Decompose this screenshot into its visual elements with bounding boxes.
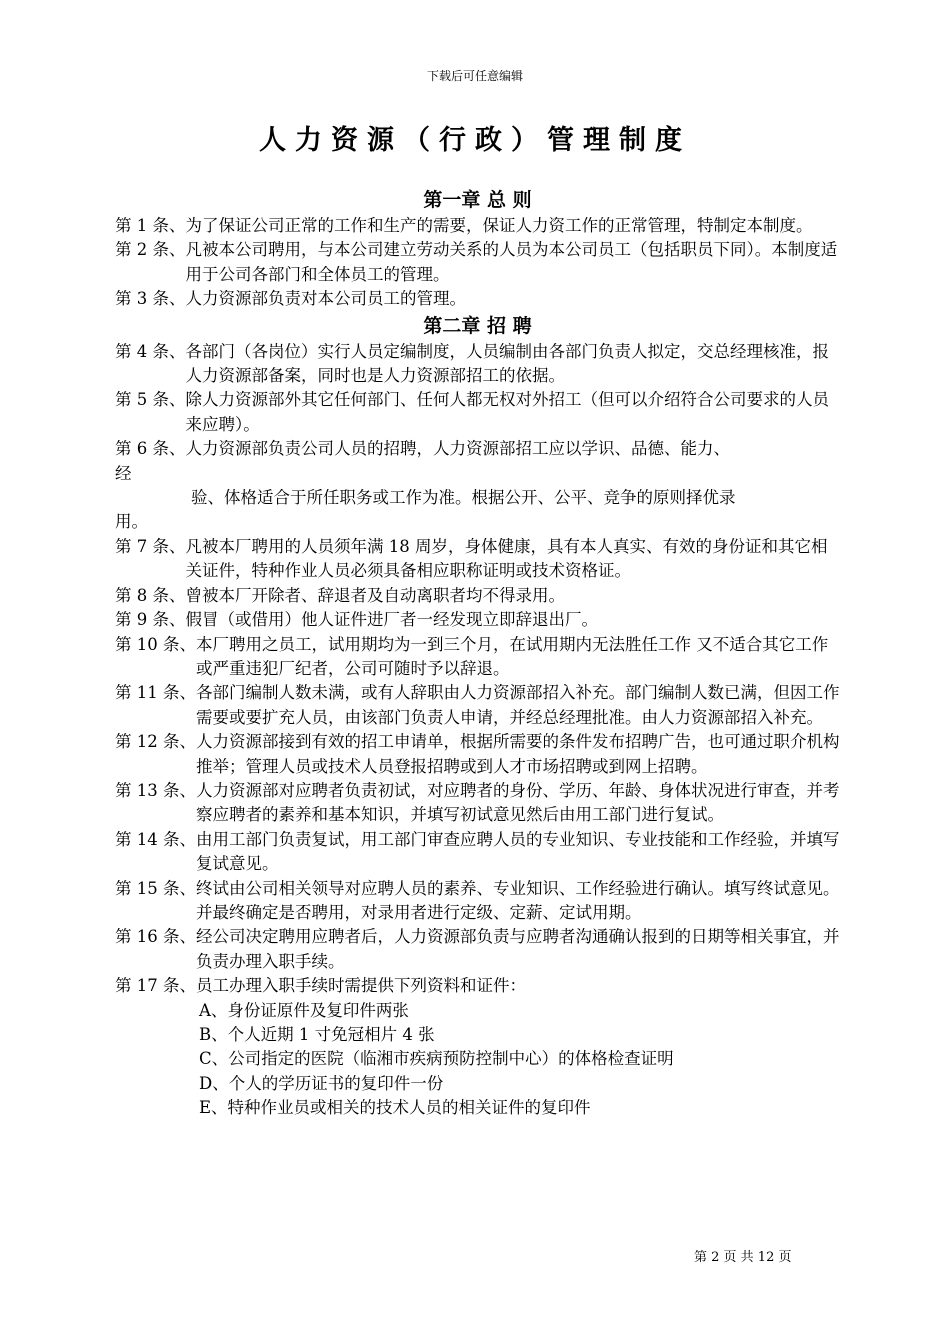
article-number: 第 7 条、 bbox=[115, 536, 186, 556]
list-item: B、个人近期 1 寸免冠相片 4 张 bbox=[199, 1025, 435, 1044]
article-number: 第 13 条、 bbox=[115, 780, 196, 800]
list-item: C、公司指定的医院（临湘市疾病预防控制中心）的体格检查证明 bbox=[199, 1049, 674, 1069]
article-text: 终试由公司相关领导对应聘人员的素养、专业知识、工作经验进行确认。填写终试意见。并最终确定是否聘用，对录用者进行定级、定薪、定试用期。 bbox=[196, 878, 840, 922]
list-item: A、身份证原件及复印件两张 bbox=[199, 1000, 409, 1020]
article bbox=[115, 584, 840, 608]
article-text: 人力资源部接到有效的招工申请单，根据所需要的条件发布招聘广告，也可通过职介机构推举；管理人员或技术人员登报招聘或到人才市场招聘或到网上招聘。 bbox=[196, 732, 840, 776]
article-text: 人力资源部负责公司人员的招聘，人力资源部招工应以学识、品德、能力、 bbox=[185, 439, 730, 459]
article-text: 人力资源部负责对本公司员工的管理。 bbox=[185, 289, 466, 309]
article-text: 假冒（或借用）他人证件进厂者一经发现立即辞退出厂。 bbox=[185, 610, 598, 630]
article-6 bbox=[115, 437, 840, 535]
article bbox=[115, 608, 840, 632]
article-text: 用。 bbox=[115, 512, 148, 532]
article bbox=[115, 681, 840, 730]
article bbox=[115, 214, 840, 238]
article bbox=[115, 287, 840, 311]
article-text: 为了保证公司正常的工作和生产的需要，保证人力资工作的正常管理，特制定本制度。 bbox=[185, 216, 813, 235]
article-text: 经公司决定聘用应聘者后，人力资源部负责与应聘者沟通确认报到的日期等相关事宜，并负责办理入职手续。 bbox=[196, 927, 840, 971]
article-number: 第 10 条、 bbox=[115, 634, 196, 654]
article-number: 第 9 条、 bbox=[115, 610, 186, 630]
chapter2-articles-b bbox=[115, 535, 840, 999]
article-number: 第 11 条、 bbox=[115, 683, 196, 703]
article-number: 第 5 条、 bbox=[115, 390, 186, 410]
article17-items bbox=[115, 999, 840, 1121]
article bbox=[115, 779, 840, 828]
article-number: 第 14 条、 bbox=[115, 829, 196, 849]
article-text: 员工办理入职手续时需提供下列资料和证件： bbox=[196, 976, 526, 996]
list-item: E、特种作业员或相关的技术人员的相关证件的复印件 bbox=[199, 1098, 591, 1118]
document-title: 人力资源（行政）管理制度 bbox=[259, 125, 691, 156]
article-number: 第 1 条、 bbox=[115, 216, 186, 235]
article bbox=[115, 974, 840, 998]
article bbox=[115, 238, 840, 287]
article-text: 除人力资源部外其它任何部门、任何人都无权对外招工（但可以介绍符合公司要求的人员来应聘）。 bbox=[185, 390, 829, 434]
article-text: 验、体格适合于所任职务或工作为准。根据公开、公平、竞争的原则择优录 bbox=[191, 488, 736, 508]
article bbox=[115, 388, 840, 437]
chapter-heading: 第一章 总 则 bbox=[423, 189, 532, 211]
article bbox=[115, 828, 840, 877]
article bbox=[115, 925, 840, 974]
article-text: 经 bbox=[115, 463, 132, 483]
article-text: 曾被本厂开除者、辞退者及自动离职者均不得录用。 bbox=[185, 585, 565, 605]
article bbox=[115, 340, 840, 389]
article-text: 由用工部门负责复试，用工部门审查应聘人员的专业知识、专业技能和工作经验，并填写复试意见。 bbox=[196, 829, 840, 874]
list-item: D、个人的学历证书的复印件一份 bbox=[199, 1073, 444, 1093]
chapter2-articles-a bbox=[115, 340, 840, 438]
chapter1-articles bbox=[115, 214, 840, 312]
page-header: 下载后可任意编辑 bbox=[426, 69, 523, 83]
article-text: 各部门编制人数未满，或有人辞职由人力资源部招入补充。部门编制人数已满，但因工作需要或要扩充人员，由该部门负责人申请，并经总经理批准。由人力资源部招入补充。 bbox=[196, 683, 840, 727]
chapter-heading: 第二章 招 聘 bbox=[423, 314, 532, 337]
article-text: 凡被本公司聘用，与本公司建立劳动关系的人员为本公司员工（包括职员下同）。本制度适用于公司各部门和全体员工的管理。 bbox=[185, 240, 838, 284]
article-number: 第 15 条、 bbox=[115, 878, 196, 898]
article-text: 本厂聘用之员工，试用期均为一到三个月，在试用期内无法胜任工作 又不适合其它工作或严重违犯厂纪者，公司可随时予以辞退。 bbox=[196, 634, 829, 678]
article-number: 第 2 条、 bbox=[115, 240, 186, 260]
article-number: 第 4 条、 bbox=[115, 341, 186, 361]
article-number: 第 3 条、 bbox=[115, 289, 186, 309]
article bbox=[115, 877, 840, 926]
article-text: 凡被本厂聘用的人员须年满 18 周岁，身体健康，具有本人真实、有效的身份证和其它相关证件，特种作业人员必须具备相应职称证明或技术资格证。 bbox=[185, 536, 828, 581]
article-number: 第 12 条、 bbox=[115, 732, 196, 752]
article-text: 人力资源部对应聘者负责初试，对应聘者的身份、学历、年龄、身体状况进行审查，并考察应聘者的素养和基本知识，并填写初试意见然后由用工部门进行复试。 bbox=[196, 780, 840, 825]
article-number: 第 6 条、 bbox=[115, 439, 186, 459]
article bbox=[115, 535, 840, 584]
article-number: 第 8 条、 bbox=[115, 585, 186, 605]
article-number: 第 16 条、 bbox=[115, 927, 196, 947]
document-body bbox=[115, 186, 840, 1121]
article bbox=[115, 633, 840, 682]
page-number: 第 2 页 共 12 页 bbox=[694, 1250, 792, 1265]
article-number: 第 17 条、 bbox=[115, 976, 196, 996]
article-text: 各部门（各岗位）实行人员定编制度，人员编制由各部门负责人拟定，交总经理核准，报人力资源部备案，同时也是人力资源部招工的依据。 bbox=[185, 341, 829, 386]
article bbox=[115, 730, 840, 779]
